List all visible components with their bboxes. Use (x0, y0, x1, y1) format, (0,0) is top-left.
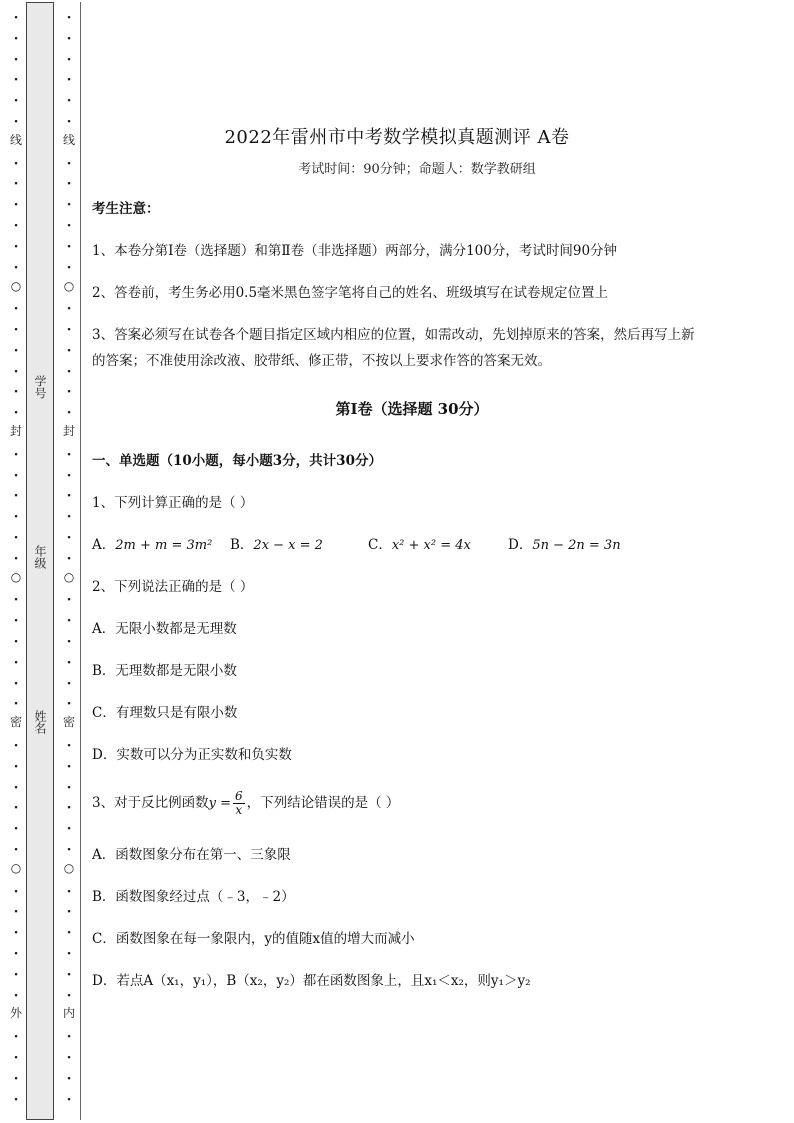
inner-seal-dot: · (66, 364, 72, 380)
outer-seal-dot: · (13, 904, 19, 920)
inner-seal-dot: · (66, 509, 72, 525)
outer-seal-dot: · (13, 31, 19, 47)
inner-seal-mark: ○ (63, 861, 75, 875)
q3-fraction (233, 790, 245, 817)
inner-seal-dot: · (66, 239, 72, 255)
outer-seal-dot: · (13, 759, 19, 775)
inner-seal-dot: · (66, 988, 72, 1004)
inner-seal-mark: 内 (62, 1006, 75, 1020)
inner-seal-dot: · (66, 197, 72, 213)
outer-seal-dot: · (13, 988, 19, 1004)
q3-fraction-numerator: 6 (234, 789, 243, 803)
inner-seal-dot: · (66, 384, 72, 400)
outer-seal-dot: · (13, 592, 19, 608)
question-2-stem: 2、下列说法正确的是（ ） (92, 579, 254, 595)
outer-seal-dot: · (13, 301, 19, 317)
inner-seal-mark: 封 (62, 424, 75, 438)
q3-stem-post: ，下列结论错误的是（ ） (246, 795, 400, 811)
inner-seal-dot: · (66, 10, 72, 26)
outer-seal-mark: ○ (10, 279, 22, 293)
outer-seal-dot: · (13, 1071, 19, 1087)
outer-seal-dot: · (13, 821, 19, 837)
field-name (26, 710, 54, 734)
inner-seal-dot: · (66, 447, 72, 463)
outer-seal-dot: · (13, 634, 19, 650)
outer-seal-dot: · (13, 509, 19, 525)
question-1-stem: 1、下列计算正确的是（ ） (92, 495, 254, 511)
q1-option-a-label: A． (92, 537, 116, 553)
q3-stem-pre: 3、对于反比例函数 (92, 795, 209, 811)
outer-seal-dot: · (13, 364, 19, 380)
inner-seal-dot: · (66, 842, 72, 858)
outer-seal-dot: · (13, 260, 19, 276)
q3-option-c: C．函数图象在每一象限内，y的值随x值的增大而减小 (92, 931, 415, 947)
outer-seal-dot: · (13, 551, 19, 567)
outer-seal-dot: · (13, 1029, 19, 1045)
page-title: 2022年雷州市中考数学模拟真题测评 A卷 (224, 127, 570, 148)
q3-option-a: A．函数图象分布在第一、三象限 (92, 847, 291, 863)
notice-heading: 考生注意： (92, 201, 160, 217)
field-student-id-label: 学号 (33, 375, 47, 399)
section-title: 第I卷（选择题 30分） (335, 400, 489, 418)
inner-seal-dot: · (66, 31, 72, 47)
inner-seal-dot: · (66, 405, 72, 421)
inner-seal-mark: ○ (63, 279, 75, 293)
inner-seal-dot: · (66, 1092, 72, 1108)
inner-seal-dot: · (66, 176, 72, 192)
notice-item-1: 1、本卷分第I卷（选择题）和第Ⅱ卷（非选择题）两部分，满分100分，考试时间90分钟 (92, 243, 618, 259)
q1-option-b-expr: 2x − x = 2 (253, 538, 323, 553)
notice-item-3-cont: 的答案；不准使用涂改液、胶带纸、修正带，不按以上要求作答的答案无效。 (92, 353, 551, 369)
q2-option-c: C．有理数只是有限小数 (92, 705, 238, 721)
inner-seal-dot: · (66, 322, 72, 338)
q1-option-d-label: D． (508, 537, 533, 553)
outer-seal-dot: · (13, 72, 19, 88)
outer-seal-dot: · (13, 114, 19, 130)
inner-seal-dot: · (66, 634, 72, 650)
outer-seal-dot: · (13, 156, 19, 172)
inner-seal-dot: · (66, 800, 72, 816)
outer-seal-dot: · (13, 322, 19, 338)
outer-seal-dot: · (13, 696, 19, 712)
q1-option-c (368, 532, 508, 559)
q3-function-lhs: y = (208, 796, 231, 811)
field-grade-label: 年级 (33, 545, 47, 569)
inner-seal-dot: · (66, 114, 72, 130)
outer-seal-dot: · (13, 1050, 19, 1066)
inner-seal-dot: · (66, 967, 72, 983)
outer-seal-dot: · (13, 405, 19, 421)
inner-seal-dot: · (66, 759, 72, 775)
inner-seal-dot: · (66, 468, 72, 484)
q2-option-d: D．实数可以分为正实数和负实数 (92, 747, 292, 763)
outer-seal-dot: · (13, 197, 19, 213)
outer-seal-dot: · (13, 613, 19, 629)
outer-seal-mark: ○ (10, 570, 22, 584)
q2-option-a: A．无限小数都是无理数 (92, 621, 237, 637)
outer-seal-mark: 密 (9, 715, 22, 729)
inner-seal-mark: 线 (62, 133, 75, 147)
inner-seal-dot: · (66, 530, 72, 546)
inner-seal-dot: · (66, 821, 72, 837)
outer-seal-mark: 线 (9, 133, 22, 147)
inner-seal-dot: · (66, 925, 72, 941)
inner-seal-dot: · (66, 488, 72, 504)
inner-seal-mark: 密 (62, 715, 75, 729)
q3-option-b: B．函数图象经过点（﹣3，﹣2） (92, 889, 295, 905)
outer-seal-dot: · (13, 967, 19, 983)
question-1-options (92, 532, 762, 559)
inner-seal-dot: · (66, 52, 72, 68)
outer-seal-dot: · (13, 384, 19, 400)
q1-option-c-label: C． (368, 537, 392, 553)
inner-seal-dot: · (66, 343, 72, 359)
outer-seal-dot: · (13, 343, 19, 359)
outer-seal-dot: · (13, 780, 19, 796)
inner-seal-dot: · (66, 72, 72, 88)
inner-seal-dot: · (66, 780, 72, 796)
outer-seal-dot: · (13, 738, 19, 754)
inner-seal-dot: · (66, 1029, 72, 1045)
inner-seal-dot: · (66, 592, 72, 608)
outer-seal-dot: · (13, 176, 19, 192)
q1-option-a (92, 532, 230, 559)
inner-seal-dot: · (66, 1071, 72, 1087)
inner-seal-dot: · (66, 301, 72, 317)
q2-option-b: B．无理数都是无限小数 (92, 663, 237, 679)
notice-item-2: 2、答卷前，考生务必用0.5毫米黑色签字笔将自己的姓名、班级填写在试卷规定位置上 (92, 285, 609, 301)
q1-option-b (230, 532, 368, 559)
q3-fraction-denominator: x (235, 803, 243, 817)
outer-seal-mark: 封 (9, 424, 22, 438)
q1-option-b-label: B． (230, 537, 254, 553)
inner-seal-dot: · (66, 1050, 72, 1066)
field-student-id (26, 375, 54, 399)
q1-option-c-expr: x² + x² = 4x (391, 538, 471, 553)
inner-seal-dot: · (66, 946, 72, 962)
outer-seal-dot: · (13, 447, 19, 463)
inner-seal-dot: · (66, 260, 72, 276)
outer-seal-dot: · (13, 10, 19, 26)
outer-seal-mark: 外 (9, 1006, 22, 1020)
inner-seal-dot: · (66, 884, 72, 900)
inner-seal-dot: · (66, 676, 72, 692)
inner-seal-dot: · (66, 696, 72, 712)
outer-seal-dot: · (13, 946, 19, 962)
outer-seal-dot: · (13, 218, 19, 234)
outer-seal-dot: · (13, 884, 19, 900)
inner-seal-dot: · (66, 551, 72, 567)
outer-seal-dot: · (13, 239, 19, 255)
q1-option-a-expr: 2m + m = 3m² (115, 538, 213, 553)
question-3-stem (92, 790, 762, 817)
outer-seal-mark: ○ (10, 861, 22, 875)
inner-seal-dot: · (66, 904, 72, 920)
outer-seal-dot: · (13, 655, 19, 671)
outer-seal-dot: · (13, 842, 19, 858)
outer-seal-dot: · (13, 93, 19, 109)
q3-option-d: D．若点A（x₁，y₁），B（x₂，y₂）都在函数图象上，且x₁＜x₂，则y₁＞y₂ (92, 973, 531, 989)
inner-seal-dot: · (66, 156, 72, 172)
exam-info: 考试时间：90分钟；命题人：数学教研组 (298, 162, 536, 177)
notice-item-3: 3、答案必须写在试卷各个题目指定区域内相应的位置，如需改动，先划掉原来的答案，然后再写上新 (92, 327, 695, 343)
outer-seal-dot: · (13, 468, 19, 484)
inner-seal-dot: · (66, 93, 72, 109)
outer-seal-dot: · (13, 52, 19, 68)
inner-seal-dot: · (66, 655, 72, 671)
inner-seal-dot: · (66, 613, 72, 629)
outer-seal-dot: · (13, 530, 19, 546)
q1-option-d-expr: 5n − 2n = 3n (532, 538, 621, 553)
outer-seal-dot: · (13, 676, 19, 692)
outer-seal-dot: · (13, 488, 19, 504)
inner-seal-dot: · (66, 738, 72, 754)
outer-seal-dot: · (13, 800, 19, 816)
inner-seal-mark: ○ (63, 570, 75, 584)
field-grade (26, 545, 54, 569)
outer-seal-dot: · (13, 925, 19, 941)
inner-seal-dot: · (66, 218, 72, 234)
outer-seal-dot: · (13, 1092, 19, 1108)
part-heading: 一、单选题（10小题，每小题3分，共计30分） (92, 453, 382, 469)
field-name-label: 姓名 (33, 710, 47, 734)
q1-option-d (508, 532, 621, 559)
